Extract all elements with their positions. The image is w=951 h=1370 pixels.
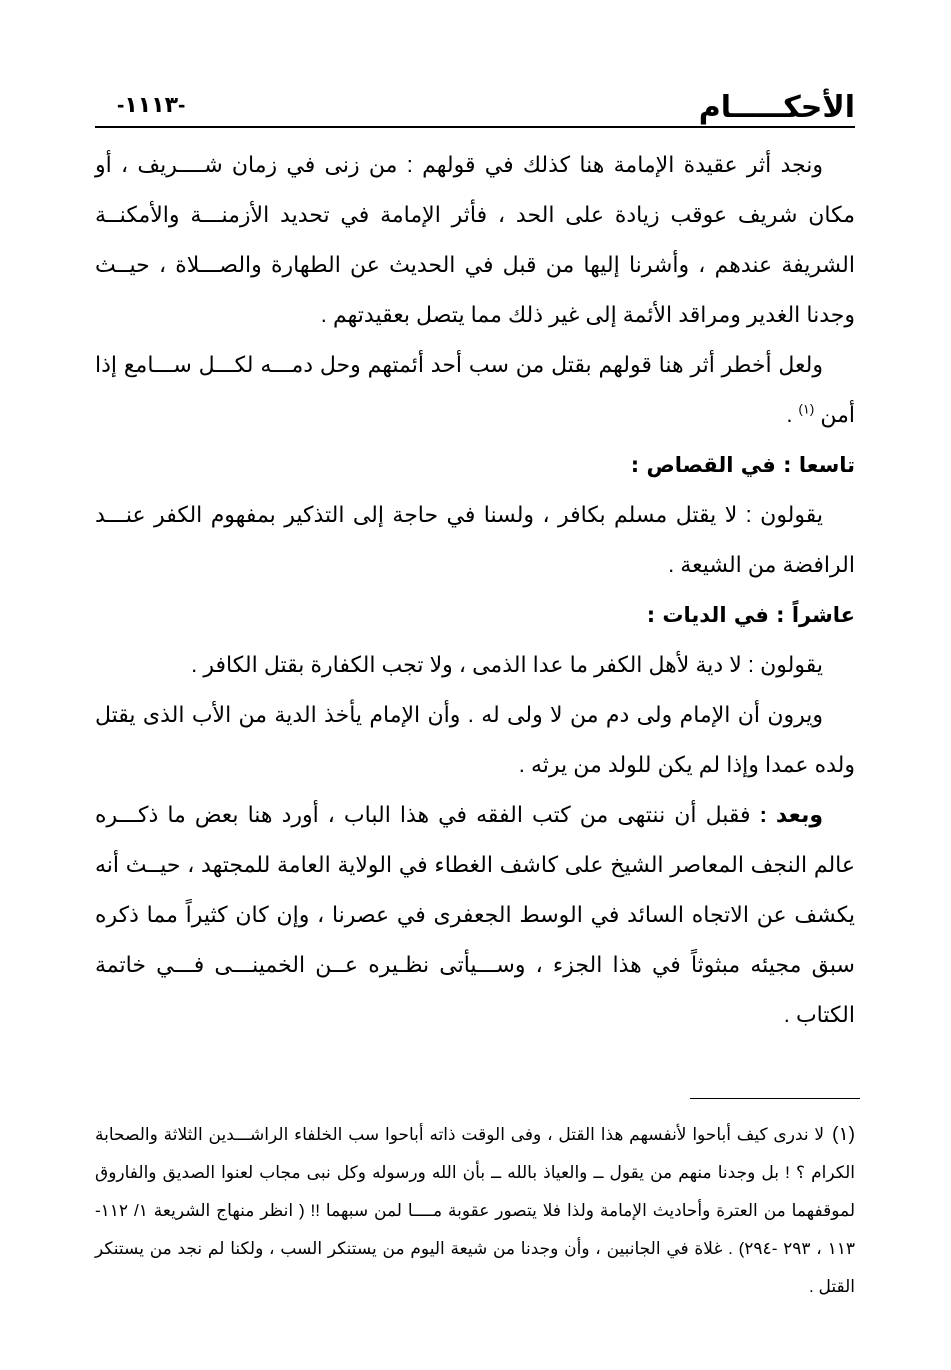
section-heading-qisas: تاسعا : في القصاص : [630,453,855,477]
paragraph-6-lead: وبعد : [759,802,823,827]
footnote-text: لا ندرى كيف أباحوا لأنفسهم هذا القتل ، وفى الوقت ذاته أباحوا سب الخلفاء الراشـــدين الثلاثة والصحابة الكرام ؟ ! بل وجدنا منهم من يقول ــ والعياذ بالله ــ بأن الله ورسوله وكل نبى مجاب لعنوا الصديق والفاروق لموقفهما من العترة وأحاديث الإمامة ولذا فلا يتصور عقوبة مــــا لمن سبهما !! ( انظر منهاج الشريعة ١/ ١١٢- ١١٣ ، ٢٩٣ -٢٩٤) . غلاة في الجانبين ، وأن وجدنا من شيعة اليوم من يستنكر السب ، ولكنا لم نجد من يستنكر القتل . [95,1125,856,1296]
footnote [95,1116,855,1306]
paragraph-3: يقولون : لا يقتل مسلم بكافر ، ولسنا في حاجة إلى التذكير بمفهوم الكفر عنـــد الرافضة من الشيعة . [95,502,855,577]
paragraph-1: ونجد أثر عقيدة الإمامة هنا كذلك في قولهم : من زنى في زمان شــــريف ، أو مكان شريف عوقب زيادة على الحد ، فأثر الإمامة في تحديد الأزمنـــة والأمكنــة الشريفة عندهم ، وأشرنا إليها من قبل في الحديث عن الطهارة والصـــلاة ، حيــث وجدنا الغدير ومراقد الأئمة إلى غير ذلك مما يتصل بعقيدتهم . [95,152,855,327]
page-header [95,86,855,128]
footnote-number: (١) [832,1124,855,1145]
paragraph-2-text: ولعل أخطر أثر هنا قولهم بقتل من سب أحد أئمتهم وحل دمـــه لكـــل ســـامع إذا أمن [95,352,855,427]
main-text [95,140,855,1040]
footnote-reference: (١) [798,401,815,417]
paragraph-6-text: فقبل أن ننتهى من كتب الفقه في هذا الباب ، أورد هنا بعض ما ذكـــره عالم النجف المعاصر الشيخ على كاشف الغطاء في الولاية العامة للمجتهد ، حيــث أنه يكشف عن الاتجاه السائد في الوسط الجعفرى في عصرنا ، وإن كان كثيراً مما ذكره سبق مجيئه مبثوثاً في هذا الجزء ، وســـيأتى نظـيره عــن الخمينـــى فـــي خاتمة الكتاب . [95,802,855,1027]
page-number: -١١١٣- [117,92,186,117]
section-heading-diyat: عاشراً : في الديات : [646,603,855,627]
running-title: الأحكـــــام [698,90,855,125]
paragraph-2 [95,340,855,440]
paragraph-5: ويرون أن الإمام ولى دم من لا ولى له . وأن الإمام يأخذ الدية من الأب الذى يقتل ولده عمدا وإذا لم يكن للولد من يرثه . [95,702,855,777]
footnote-separator [690,1098,860,1099]
paragraph-2-end: . [786,402,799,427]
paragraph-6 [95,790,855,1040]
paragraph-4: يقولون : لا دية لأهل الكفر ما عدا الذمى ، ولا تجب الكفارة بقتل الكافر . [191,652,823,677]
